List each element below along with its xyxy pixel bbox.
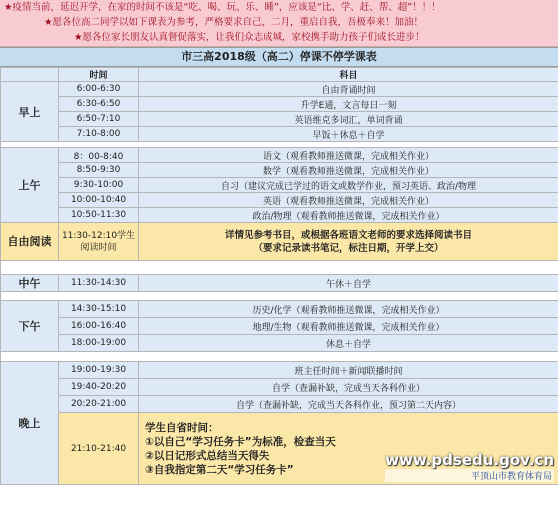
subject-cell: 英语（观看教师推送微课，完成相关作业） bbox=[139, 193, 558, 208]
table-row bbox=[1, 318, 558, 335]
banner-line-2: ★愿各位高二同学以如下课表为参考，严格要求自己，二月，重启自我，吾极奉来！加油！ bbox=[44, 17, 424, 28]
time-cell: 16:00-16:40 bbox=[59, 318, 139, 335]
spacer-row bbox=[1, 261, 558, 275]
table-row bbox=[1, 148, 558, 163]
time-cell: 8：00-8:40 bbox=[59, 148, 139, 163]
subject-cell: 休息＋自学 bbox=[139, 335, 558, 352]
subject-cell: 班主任时间＋新闻联播时间 bbox=[139, 362, 558, 379]
table-row bbox=[1, 379, 558, 396]
table-row bbox=[1, 335, 558, 352]
subject-cell: 政治/物理（观看教师推送微课，完成相关作业） bbox=[139, 208, 558, 223]
section-label-forenoon: 上午 bbox=[1, 148, 59, 223]
schedule-title: 市三高2018级（高二）停课不停学课表 bbox=[0, 47, 558, 67]
header-banner bbox=[0, 0, 558, 47]
table-row bbox=[1, 223, 558, 261]
time-cell: 10:50-11:30 bbox=[59, 208, 139, 223]
spacer-cell bbox=[1, 261, 558, 275]
time-cell: 6:30-6:50 bbox=[59, 97, 139, 112]
subject-cell: 自学（查漏补缺，完成当天各科作业） bbox=[139, 379, 558, 396]
spacer-row bbox=[1, 352, 558, 362]
watermark bbox=[385, 451, 554, 482]
header-row bbox=[1, 68, 558, 82]
table-row bbox=[1, 396, 558, 413]
reading-line-2: （要求记录读书笔记，标注日期，开学上交） bbox=[253, 242, 444, 254]
schedule-table bbox=[0, 67, 558, 485]
selfcheck-line-1: 学生自省时间： bbox=[145, 421, 219, 434]
subject-cell: 语文（观看教师推送微课，完成相关作业） bbox=[139, 148, 558, 163]
watermark-org: 平顶山市教育体育局 bbox=[385, 469, 554, 482]
table-row bbox=[1, 275, 558, 292]
banner-line-3: ★愿各位家长朋友认真督促落实，让我们众志成城，家校携手助力孩子们成长进步！ bbox=[74, 32, 425, 43]
time-cell: 7:10-8:00 bbox=[59, 127, 139, 142]
time-cell: 9:30-10:00 bbox=[59, 178, 139, 193]
table-row bbox=[1, 97, 558, 112]
table-row bbox=[1, 208, 558, 223]
time-cell: 19:00-19:30 bbox=[59, 362, 139, 379]
time-cell: 6:00-6:30 bbox=[59, 82, 139, 97]
section-label-reading: 自由阅读 bbox=[1, 223, 59, 261]
table-row bbox=[1, 163, 558, 178]
subject-cell: 英语维克多词汇，单词背诵 bbox=[139, 112, 558, 127]
banner-line-1: ★疫情当前，延迟开学，在家的时间不该是“吃、喝、玩、乐、睡”，应该是“比、学、赶、帮、超”！！！ bbox=[4, 2, 441, 13]
section-label-afternoon: 下午 bbox=[1, 301, 59, 352]
time-cell: 14:30-15:10 bbox=[59, 301, 139, 318]
time-cell: 6:50-7:10 bbox=[59, 112, 139, 127]
watermark-url: www.pdsedu.gov.cn bbox=[385, 451, 554, 469]
table-row bbox=[1, 112, 558, 127]
time-cell: 8:50-9:30 bbox=[59, 163, 139, 178]
spacer-row bbox=[1, 292, 558, 301]
table-row bbox=[1, 127, 558, 142]
section-label-evening: 晚上 bbox=[1, 362, 59, 485]
table-row bbox=[1, 362, 558, 379]
table-row bbox=[1, 178, 558, 193]
time-cell: 18:00-19:00 bbox=[59, 335, 139, 352]
table-row bbox=[1, 193, 558, 208]
section-label-morning: 早上 bbox=[1, 82, 59, 142]
header-time: 时间 bbox=[59, 68, 139, 82]
spacer-cell bbox=[1, 352, 558, 362]
subject-cell: 自学（查漏补缺，完成当天各科作业，预习第二天内容） bbox=[139, 396, 558, 413]
subject-cell: 早饭＋休息＋自学 bbox=[139, 127, 558, 142]
subject-cell: 自习（建议完成已学过的语文或数学作业，预习英语、政治/物理 bbox=[139, 178, 558, 193]
subject-cell: 升学E通，文言每日一刻 bbox=[139, 97, 558, 112]
time-cell: 21:10-21:40 bbox=[59, 413, 139, 485]
time-cell: 10:00-10:40 bbox=[59, 193, 139, 208]
selfcheck-line-2: ①以自己“学习任务卡”为标准，检查当天 bbox=[145, 435, 336, 448]
header-blank bbox=[1, 68, 59, 82]
spacer-cell bbox=[1, 292, 558, 301]
subject-cell: 地理/生物（观看教师推送微课，完成相关作业） bbox=[139, 318, 558, 335]
time-cell: 19:40-20:20 bbox=[59, 379, 139, 396]
time-cell: 20:20-21:00 bbox=[59, 396, 139, 413]
subject-cell: 自由背诵时间 bbox=[139, 82, 558, 97]
reading-subject-cell bbox=[139, 223, 558, 261]
section-label-noon: 中午 bbox=[1, 275, 59, 292]
table-row bbox=[1, 82, 558, 97]
subject-cell: 数学（观看教师推送微课，完成相关作业） bbox=[139, 163, 558, 178]
selfcheck-line-3: ②以日记形式总结当天得失 bbox=[145, 449, 270, 462]
time-cell: 11:30-12:10学生阅读时间 bbox=[59, 223, 139, 261]
subject-cell: 午休＋自学 bbox=[139, 275, 558, 292]
selfcheck-line-4: ③自我指定第二天“学习任务卡” bbox=[145, 463, 294, 476]
time-cell: 11:30-14:30 bbox=[59, 275, 139, 292]
table-row bbox=[1, 301, 558, 318]
subject-cell: 历史/化学（观看教师推送微课，完成相关作业） bbox=[139, 301, 558, 318]
header-subject: 科目 bbox=[139, 68, 558, 82]
reading-line-1: 详情见参考书目，或根据各班语文老师的要求选择阅读书目 bbox=[224, 229, 472, 241]
